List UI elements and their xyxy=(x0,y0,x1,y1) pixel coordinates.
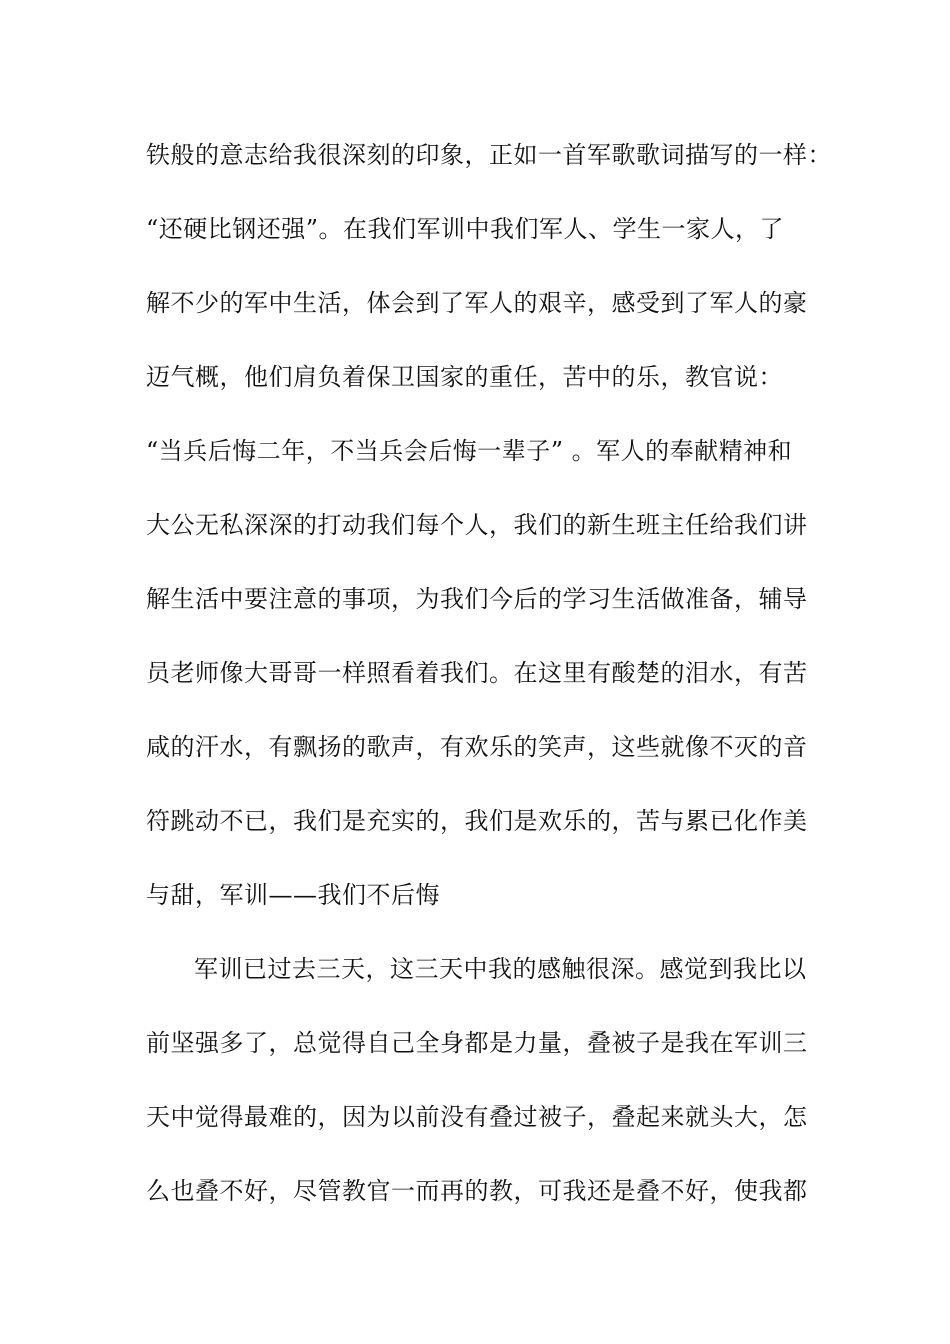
text-line: 天中觉得最难的，因为以前没有叠过被子，叠起来就头大，怎 xyxy=(146,1103,808,1131)
text-line: 前坚强多了，总觉得自己全身都是力量，叠被子是我在军训三 xyxy=(146,1029,808,1057)
text-line: 解生活中要注意的事项，为我们今后的学习生活做准备，辅导 xyxy=(146,585,808,613)
text-line: 解不少的军中生活，体会到了军人的艰辛，感受到了军人的豪 xyxy=(146,289,808,317)
text-line: “当兵后悔二年，不当兵会后悔一辈子” 。军人的奉献精神和 xyxy=(146,437,793,465)
text-line: 铁般的意志给我很深刻的印象，正如一首军歌歌词描写的一样： xyxy=(146,141,832,169)
text-line: 与甜，军训——我们不后悔 xyxy=(146,881,440,909)
text-line: 大公无私深深的打动我们每个人，我们的新生班主任给我们讲 xyxy=(146,511,808,539)
paragraph-start-line: 军训已过去三天，这三天中我的感触很深。感觉到我比以 xyxy=(194,955,807,983)
text-line: “还硬比钢还强”。在我们军训中我们军人、学生一家人，了 xyxy=(146,215,785,243)
text-line: 咸的汗水，有飘扬的歌声，有欢乐的笑声，这些就像不灭的音 xyxy=(146,733,808,761)
text-line: 员老师像大哥哥一样照看着我们。在这里有酸楚的泪水，有苦 xyxy=(146,659,808,687)
text-line: 么也叠不好，尽管教官一而再的教，可我还是叠不好，使我都 xyxy=(146,1177,808,1205)
text-line: 符跳动不已，我们是充实的，我们是欢乐的，苦与累已化作美 xyxy=(146,807,808,835)
text-line: 迈气概，他们肩负着保卫国家的重任，苦中的乐，教官说： xyxy=(146,363,783,391)
